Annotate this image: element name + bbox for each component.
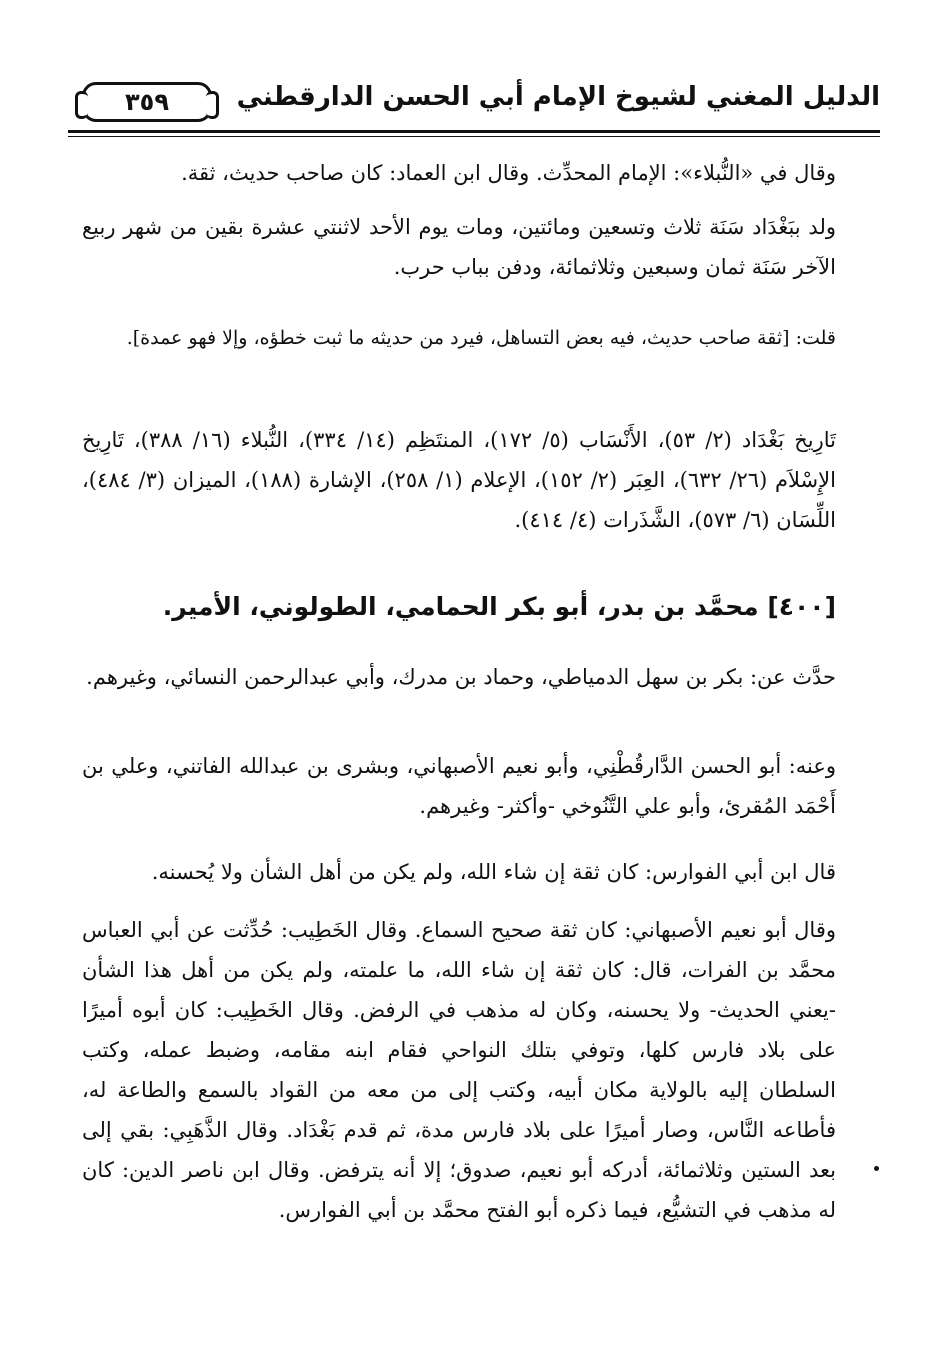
page-number: ٣٥٩ (125, 88, 169, 116)
paragraph-biography: وقال أبو نعيم الأصبهاني: كان ثقة صحيح السماع. وقال الخَطِيب: حُدِّثت عن أبي العباس محمَّد بن الفرات، قال: كان ثقة إن شاء الله، ما علمته، ولم يكن من أهل هذا الشأن -يعني الحديث- ولا يحسنه، وكان له مذهب في الرفض. وقال الخَطِيب: كان أبوه أميرًا على بلاد فارس كلها، وتوفي بتلك النواحي فقام ابنه مقامه، وضبط عمله، وكتب السلطان إليه بالولاية مكان أبيه، وكتب إلى من معه من القواد بالسمع والطاعة له، فأطاعه النَّاس، وصار أميرًا على بلاد فارس مدة، ثم قدم بَغْدَاد. وقال الذَّهَبِي: بقي إلى بعد الستين وثلاثمائة، أدركه أبو نعيم، صدوق؛ إلا أنه يترفض. وقال ابن ناصر الدين: كان له مذهب في التشيُّع، فيما ذكره أبو الفتح محمَّد بن أبي الفوارس. (82, 918, 836, 1222)
paragraph-ibn-abi-alfawaris: قال ابن أبي الفوارس: كان ثقة إن شاء الله، ولم يكن من أهل الشأن ولا يُحسنه. (151, 860, 836, 884)
paragraph-narrated-from: حدَّث عن: بكر بن سهل الدمياطي، وحماد بن مدرك، وأبي عبدالرحمن النسائي، وغيرهم. (86, 665, 836, 689)
header-rule-thick (68, 130, 880, 133)
page-header (70, 68, 880, 130)
paragraph-nubala-quote: وقال في «النُّبلاء»: الإمام المحدِّث. وقال ابن العماد: كان صاحب حديث، ثقة. (181, 161, 836, 185)
page-number-badge (82, 82, 212, 122)
paragraph-birth-death: ولد ببَغْدَاد سَنَة ثلاث وتسعين ومائتين، ومات يوم الأحد لاثنتي عشرة بقين من شهر ربيع الآخر سَنَة ثمان وسبعين وثلاثمائة، ودفن بباب حرب. (82, 215, 836, 279)
entry-heading: [٤٠٠] محمَّد بن بدر، أبو بكر الحمامي، الطولوني، الأمير. (162, 592, 836, 621)
paragraph-author-note: قلت: [ثقة صاحب حديث، فيه بعض التساهل، فيرد من حديثه ما ثبت خطؤه، وإلا فهو عمدة]. (126, 327, 836, 349)
paragraph-students: وعنه: أبو الحسن الدَّارقُطْنِي، وأبو نعيم الأصبهاني، وبشرى بن عبدالله الفاتني، وعلي بن أَحْمَد المُقرئ، وأبو علي التَّنُوخي -وأكثر- وغيرهم. (82, 754, 836, 818)
running-title: الدليل المغني لشيوخ الإمام أبي الحسن الدارقطني (236, 82, 880, 112)
paragraph-sources: تَارِيخ بَغْدَاد (٢/ ٥٣)، الأَنْسَاب (٥/ ١٧٢)، المنتَظِم (١٤/ ٣٣٤)، النُّبلاء (١٦/ ٣٨٨)، تَارِيخ الإِسْلاَم (٢٦/ ٦٣٢)، العِبَر (٢/ ١٥٢)، الإعلام (١/ ٢٥٨)، الإشارة (١٨٨)، الميزان (٣/ ٤٨٤)، اللِّسَان (٦/ ٥٧٣)، الشَّذَرات (٤/ ٤١٤). (82, 428, 837, 532)
margin-dot (874, 1166, 879, 1171)
header-rule-thin (68, 136, 880, 137)
